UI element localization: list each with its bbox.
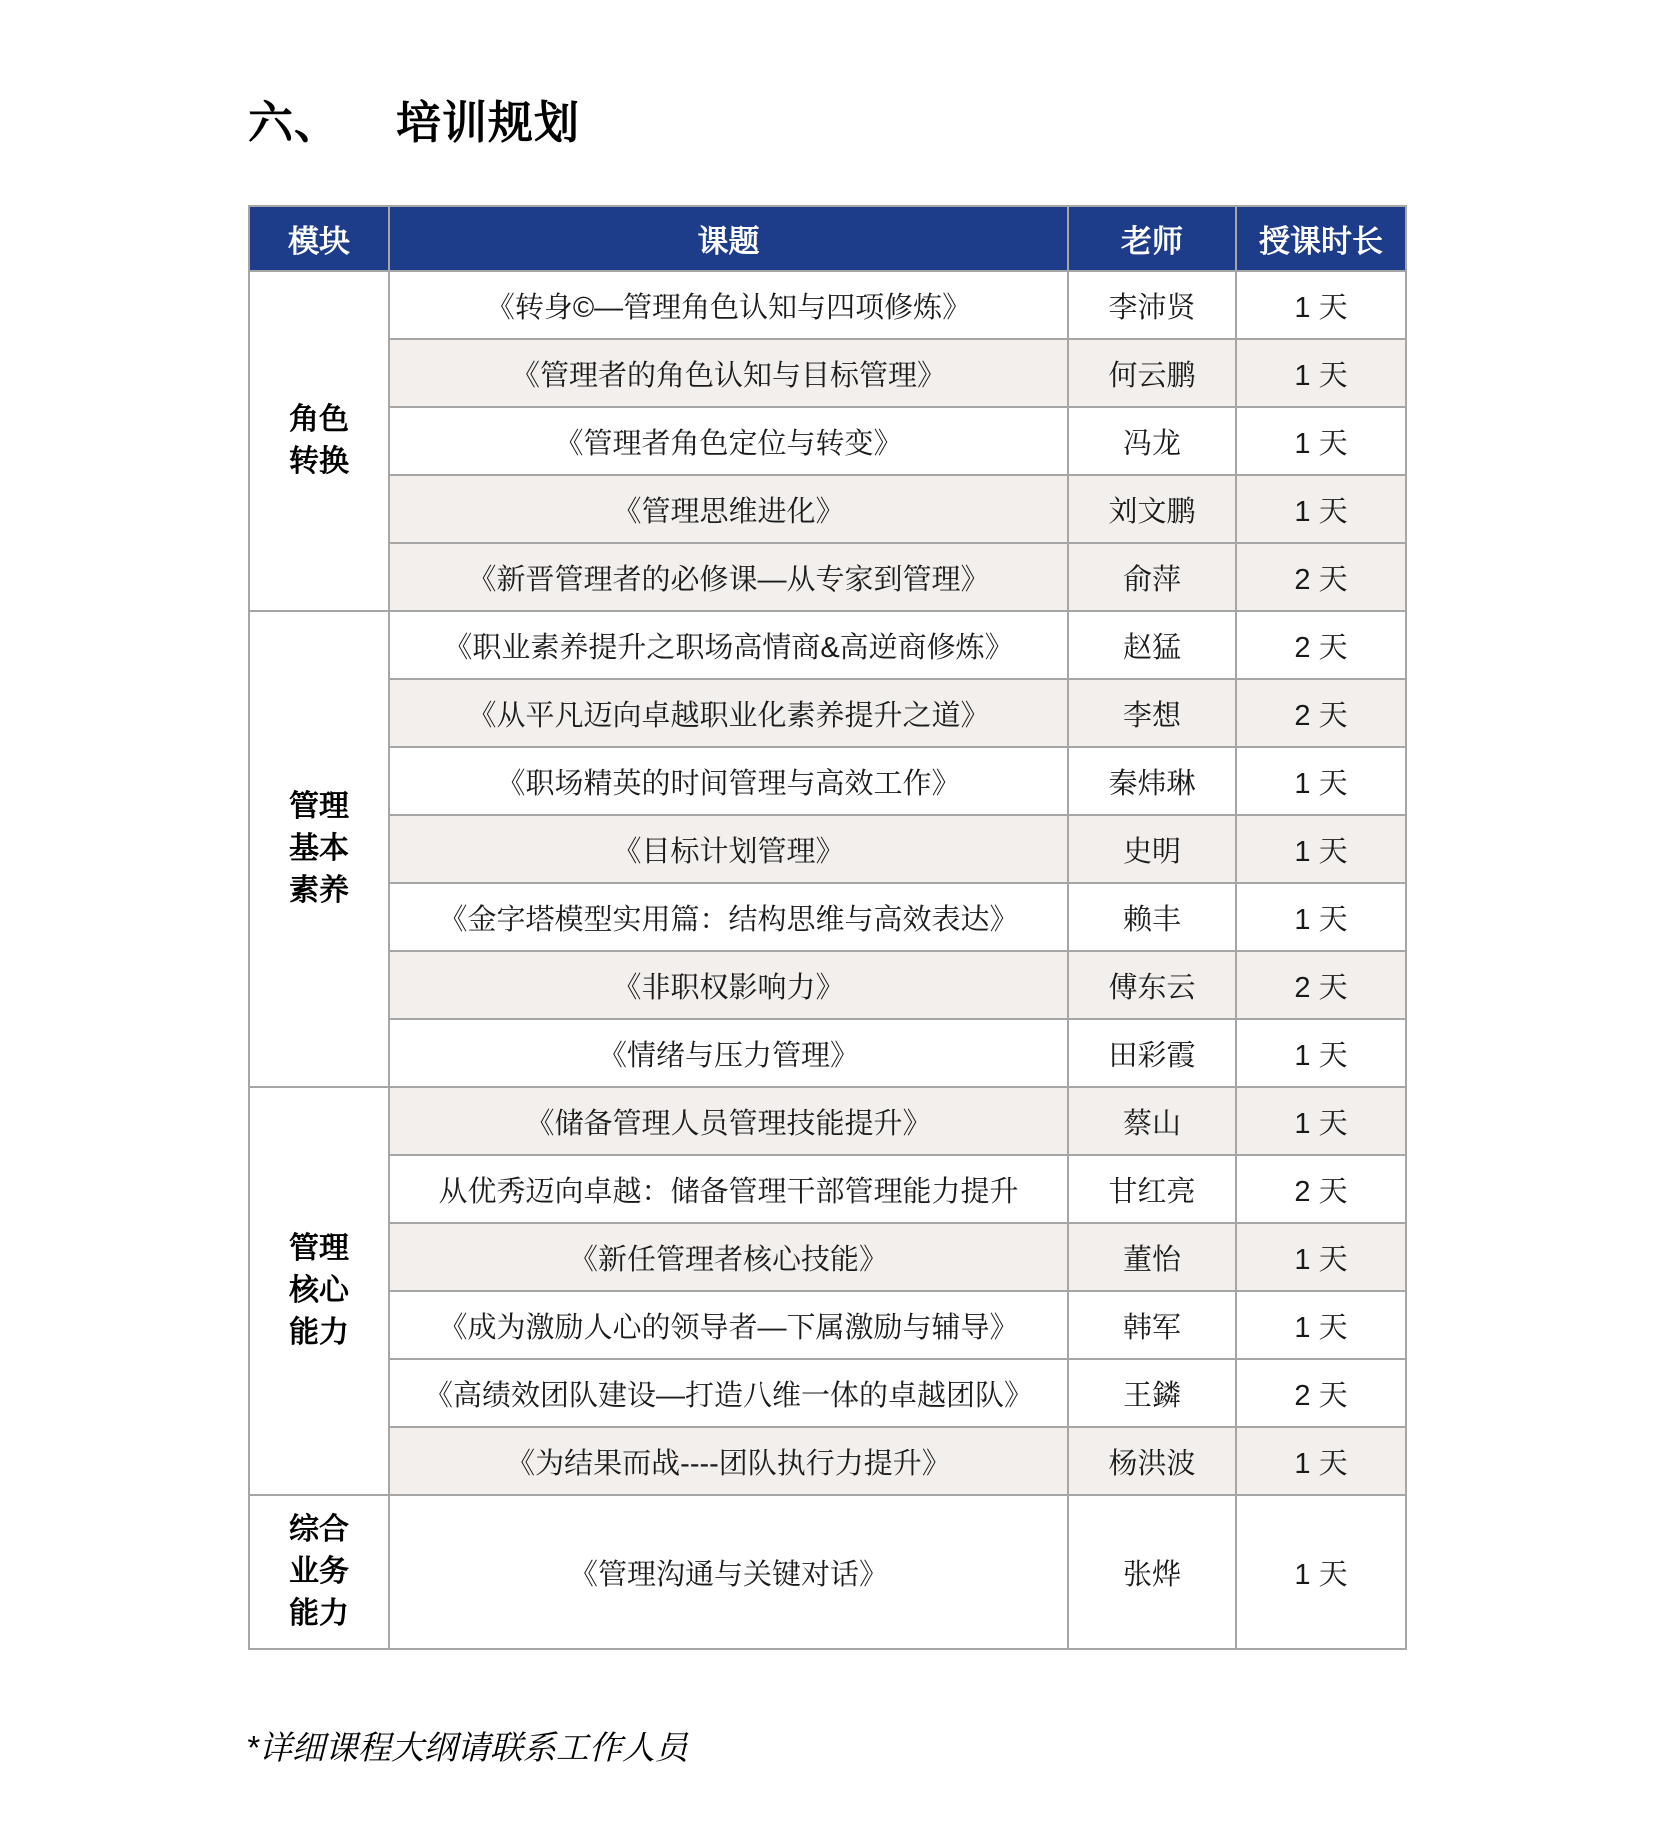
course-teacher: 蔡山 [1068,1087,1236,1155]
header-duration: 授课时长 [1236,206,1406,271]
table-row [249,1019,1406,1087]
table-row [249,611,1406,679]
header-teacher: 老师 [1068,206,1236,271]
footnote: *详细课程大纲请联系工作人员 [246,1729,688,1766]
table-row [249,1427,1406,1495]
table-row [249,475,1406,543]
module-cell: 角色 转换 [249,271,389,611]
course-topic: 《成为激励人心的领导者—下属激励与辅导》 [389,1291,1068,1359]
course-teacher: 史明 [1068,815,1236,883]
course-duration: 1 天 [1236,747,1406,815]
module-cell: 管理 基本 素养 [249,611,389,1087]
table-row [249,271,1406,339]
course-teacher: 冯龙 [1068,407,1236,475]
course-topic: 从优秀迈向卓越：储备管理干部管理能力提升 [389,1155,1068,1223]
course-duration: 2 天 [1236,611,1406,679]
course-teacher: 李沛贤 [1068,271,1236,339]
course-topic: 《管理思维进化》 [389,475,1068,543]
header-topic: 课题 [389,206,1068,271]
course-topic: 《从平凡迈向卓越职业化素养提升之道》 [389,679,1068,747]
table-body [249,271,1406,1649]
course-topic: 《情绪与压力管理》 [389,1019,1068,1087]
table-row [249,1155,1406,1223]
course-duration: 2 天 [1236,543,1406,611]
table-row [249,1291,1406,1359]
section-number: 六、 [248,97,341,148]
course-teacher: 何云鹏 [1068,339,1236,407]
course-topic: 《转身©—管理角色认知与四项修炼》 [389,271,1068,339]
table-row [249,815,1406,883]
course-teacher: 甘红亮 [1068,1155,1236,1223]
table-row [249,747,1406,815]
module-cell: 管理 核心 能力 [249,1087,389,1495]
course-duration: 1 天 [1236,1291,1406,1359]
course-topic: 《职业素养提升之职场高情商&高逆商修炼》 [389,611,1068,679]
course-topic: 《新晋管理者的必修课—从专家到管理》 [389,543,1068,611]
course-duration: 1 天 [1236,339,1406,407]
course-topic: 《新任管理者核心技能》 [389,1223,1068,1291]
table-row [249,543,1406,611]
table-row [249,883,1406,951]
course-teacher: 王鏻 [1068,1359,1236,1427]
table-header-row [249,206,1406,271]
course-topic: 《目标计划管理》 [389,815,1068,883]
course-topic: 《储备管理人员管理技能提升》 [389,1087,1068,1155]
course-teacher: 韩军 [1068,1291,1236,1359]
course-teacher: 赖丰 [1068,883,1236,951]
table-row [249,1087,1406,1155]
course-topic: 《金字塔模型实用篇：结构思维与高效表达》 [389,883,1068,951]
table-row [249,1223,1406,1291]
header-module: 模块 [249,206,389,271]
course-duration: 1 天 [1236,1427,1406,1495]
course-teacher: 董怡 [1068,1223,1236,1291]
course-teacher: 赵猛 [1068,611,1236,679]
table-row [249,1359,1406,1427]
course-teacher: 张烨 [1068,1495,1236,1649]
course-teacher: 俞萍 [1068,543,1236,611]
table-row [249,407,1406,475]
course-teacher: 秦炜琳 [1068,747,1236,815]
course-duration: 2 天 [1236,1359,1406,1427]
course-duration: 1 天 [1236,883,1406,951]
course-duration: 1 天 [1236,271,1406,339]
course-duration: 2 天 [1236,1155,1406,1223]
course-teacher: 杨洪波 [1068,1427,1236,1495]
course-topic: 《管理者的角色认知与目标管理》 [389,339,1068,407]
course-duration: 1 天 [1236,1019,1406,1087]
course-duration: 1 天 [1236,1087,1406,1155]
course-duration: 1 天 [1236,1495,1406,1649]
course-duration: 1 天 [1236,815,1406,883]
course-teacher: 傅东云 [1068,951,1236,1019]
course-teacher: 刘文鹏 [1068,475,1236,543]
course-topic: 《管理沟通与关键对话》 [389,1495,1068,1649]
course-topic: 《非职权影响力》 [389,951,1068,1019]
course-duration: 1 天 [1236,407,1406,475]
course-topic: 《职场精英的时间管理与高效工作》 [389,747,1068,815]
course-topic: 《管理者角色定位与转变》 [389,407,1068,475]
course-topic: 《为结果而战----团队执行力提升》 [389,1427,1068,1495]
section-title-text: 培训规划 [396,97,581,148]
course-topic: 《高绩效团队建设—打造八维一体的卓越团队》 [389,1359,1068,1427]
course-teacher: 田彩霞 [1068,1019,1236,1087]
training-plan-table [248,205,1407,1650]
course-duration: 2 天 [1236,951,1406,1019]
table-row [249,339,1406,407]
course-duration: 1 天 [1236,475,1406,543]
table-row [249,1495,1406,1649]
table-row [249,679,1406,747]
page-title [248,86,580,151]
course-duration: 1 天 [1236,1223,1406,1291]
module-cell: 综合 业务 能力 [249,1495,389,1649]
course-teacher: 李想 [1068,679,1236,747]
course-duration: 2 天 [1236,679,1406,747]
table-row [249,951,1406,1019]
